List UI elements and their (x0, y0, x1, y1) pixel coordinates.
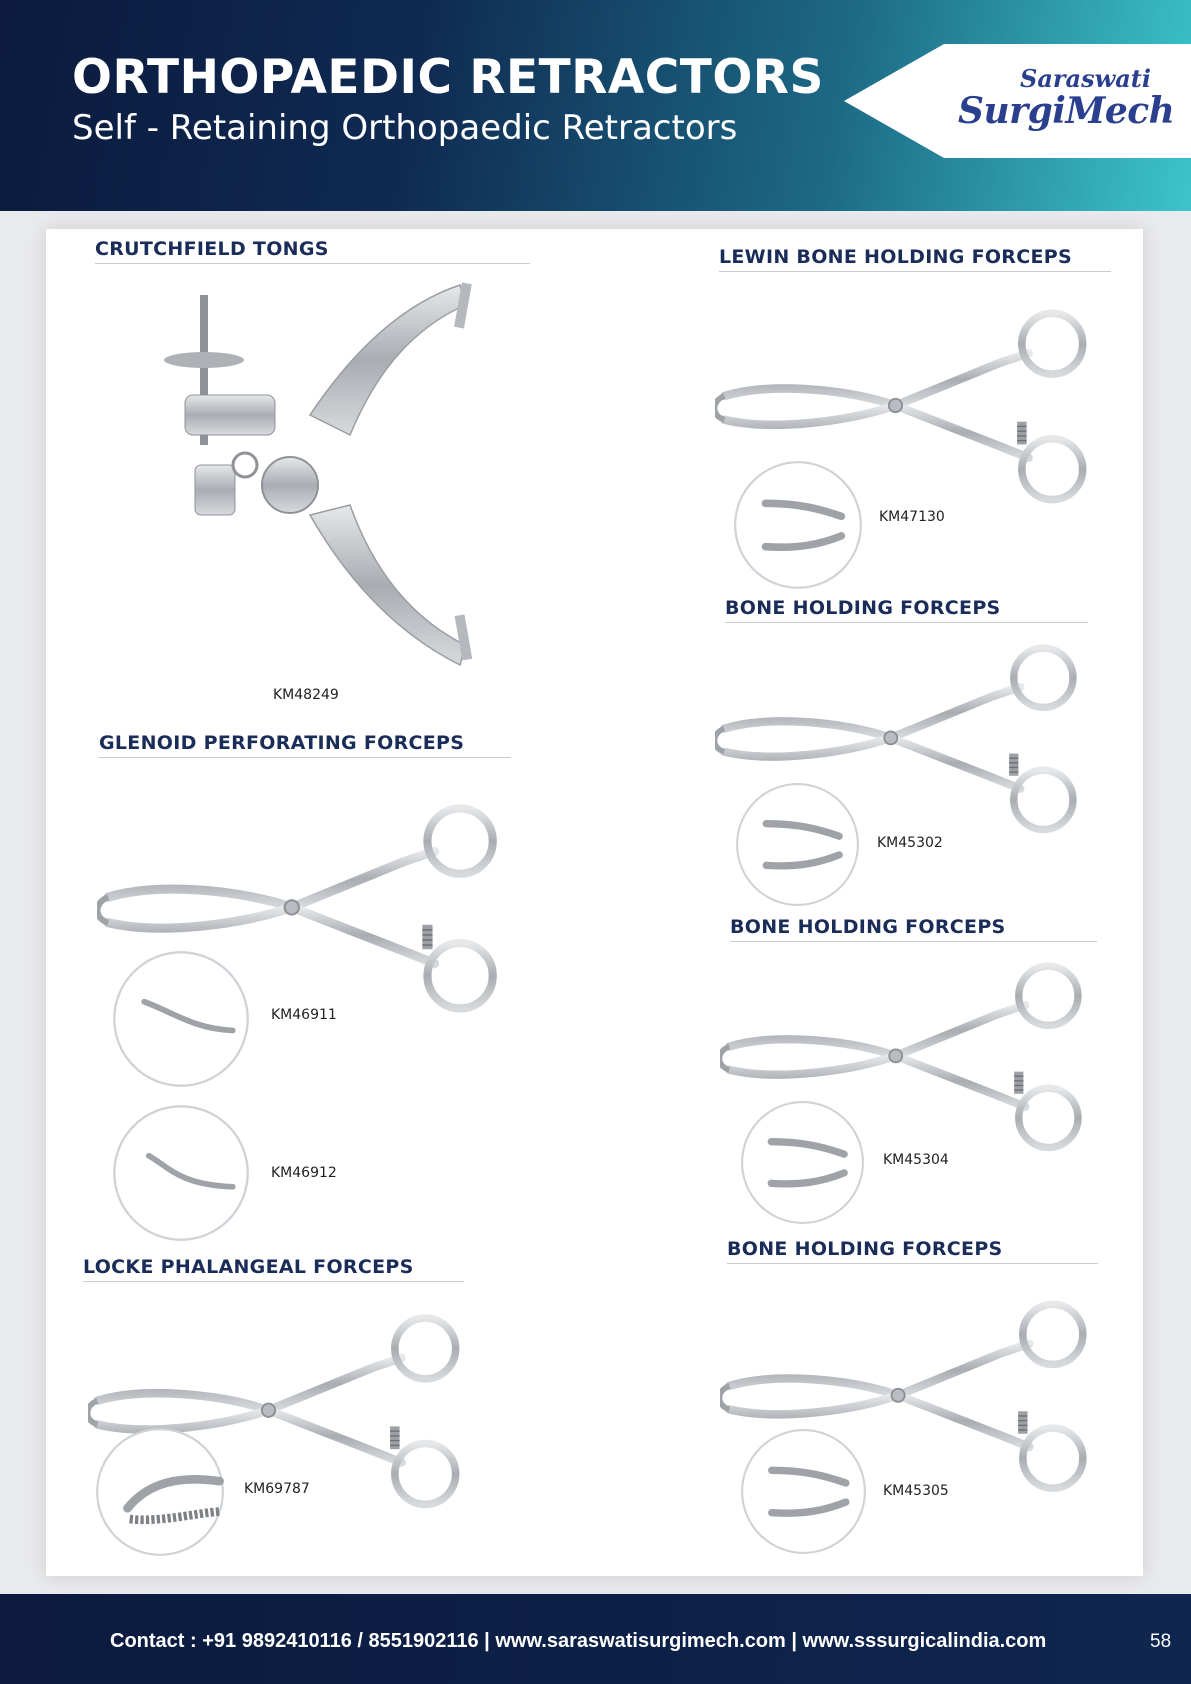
product-code-km46912: KM46912 (271, 1165, 337, 1181)
bone-holding-forceps-2-detail-circle (740, 1100, 865, 1225)
section-title-crutchfield-tongs: CRUTCHFIELD TONGS (95, 238, 530, 264)
contact-info: Contact : +91 9892410116 / 8551902116 | www.saraswatisurgimech.com | www.sssurgicalindia.com (110, 1630, 1047, 1652)
section-title-glenoid-perforating-forceps: GLENOID PERFORATING FORCEPS (99, 732, 511, 758)
page-subtitle: Self - Retaining Orthopaedic Retractors (72, 108, 738, 148)
bone-holding-forceps-1-detail-circle (735, 782, 860, 907)
crutchfield-tongs-image (140, 275, 500, 685)
section-title-lewin-bone-holding-forceps: LEWIN BONE HOLDING FORCEPS (719, 246, 1111, 272)
product-code-km48249: KM48249 (273, 687, 339, 703)
product-code-km45305: KM45305 (883, 1483, 949, 1499)
section-title-bone-holding-forceps-2: BONE HOLDING FORCEPS (730, 916, 1097, 942)
product-code-km69787: KM69787 (244, 1481, 310, 1497)
glenoid-forceps-detail-circle-2 (112, 1104, 250, 1242)
product-code-km47130: KM47130 (879, 509, 945, 525)
product-code-km45302: KM45302 (877, 835, 943, 851)
product-code-km45304: KM45304 (883, 1152, 949, 1168)
lewin-forceps-detail-circle (733, 460, 863, 590)
locke-forceps-detail-circle (95, 1427, 225, 1557)
section-title-bone-holding-forceps-1: BONE HOLDING FORCEPS (725, 597, 1088, 623)
page-number: 58 (1150, 1631, 1172, 1652)
footer-banner (0, 1594, 1191, 1684)
bone-holding-forceps-3-detail-circle (740, 1428, 867, 1555)
product-code-km46911: KM46911 (271, 1007, 337, 1023)
section-title-locke-phalangeal-forceps: LOCKE PHALANGEAL FORCEPS (83, 1256, 464, 1282)
logo-text-top: Saraswati (1020, 64, 1152, 93)
logo-text-bottom: SurgiMech (958, 90, 1175, 132)
glenoid-forceps-detail-circle-1 (112, 950, 250, 1088)
section-title-bone-holding-forceps-3: BONE HOLDING FORCEPS (727, 1238, 1098, 1264)
page-title: ORTHOPAEDIC RETRACTORS (72, 50, 824, 105)
